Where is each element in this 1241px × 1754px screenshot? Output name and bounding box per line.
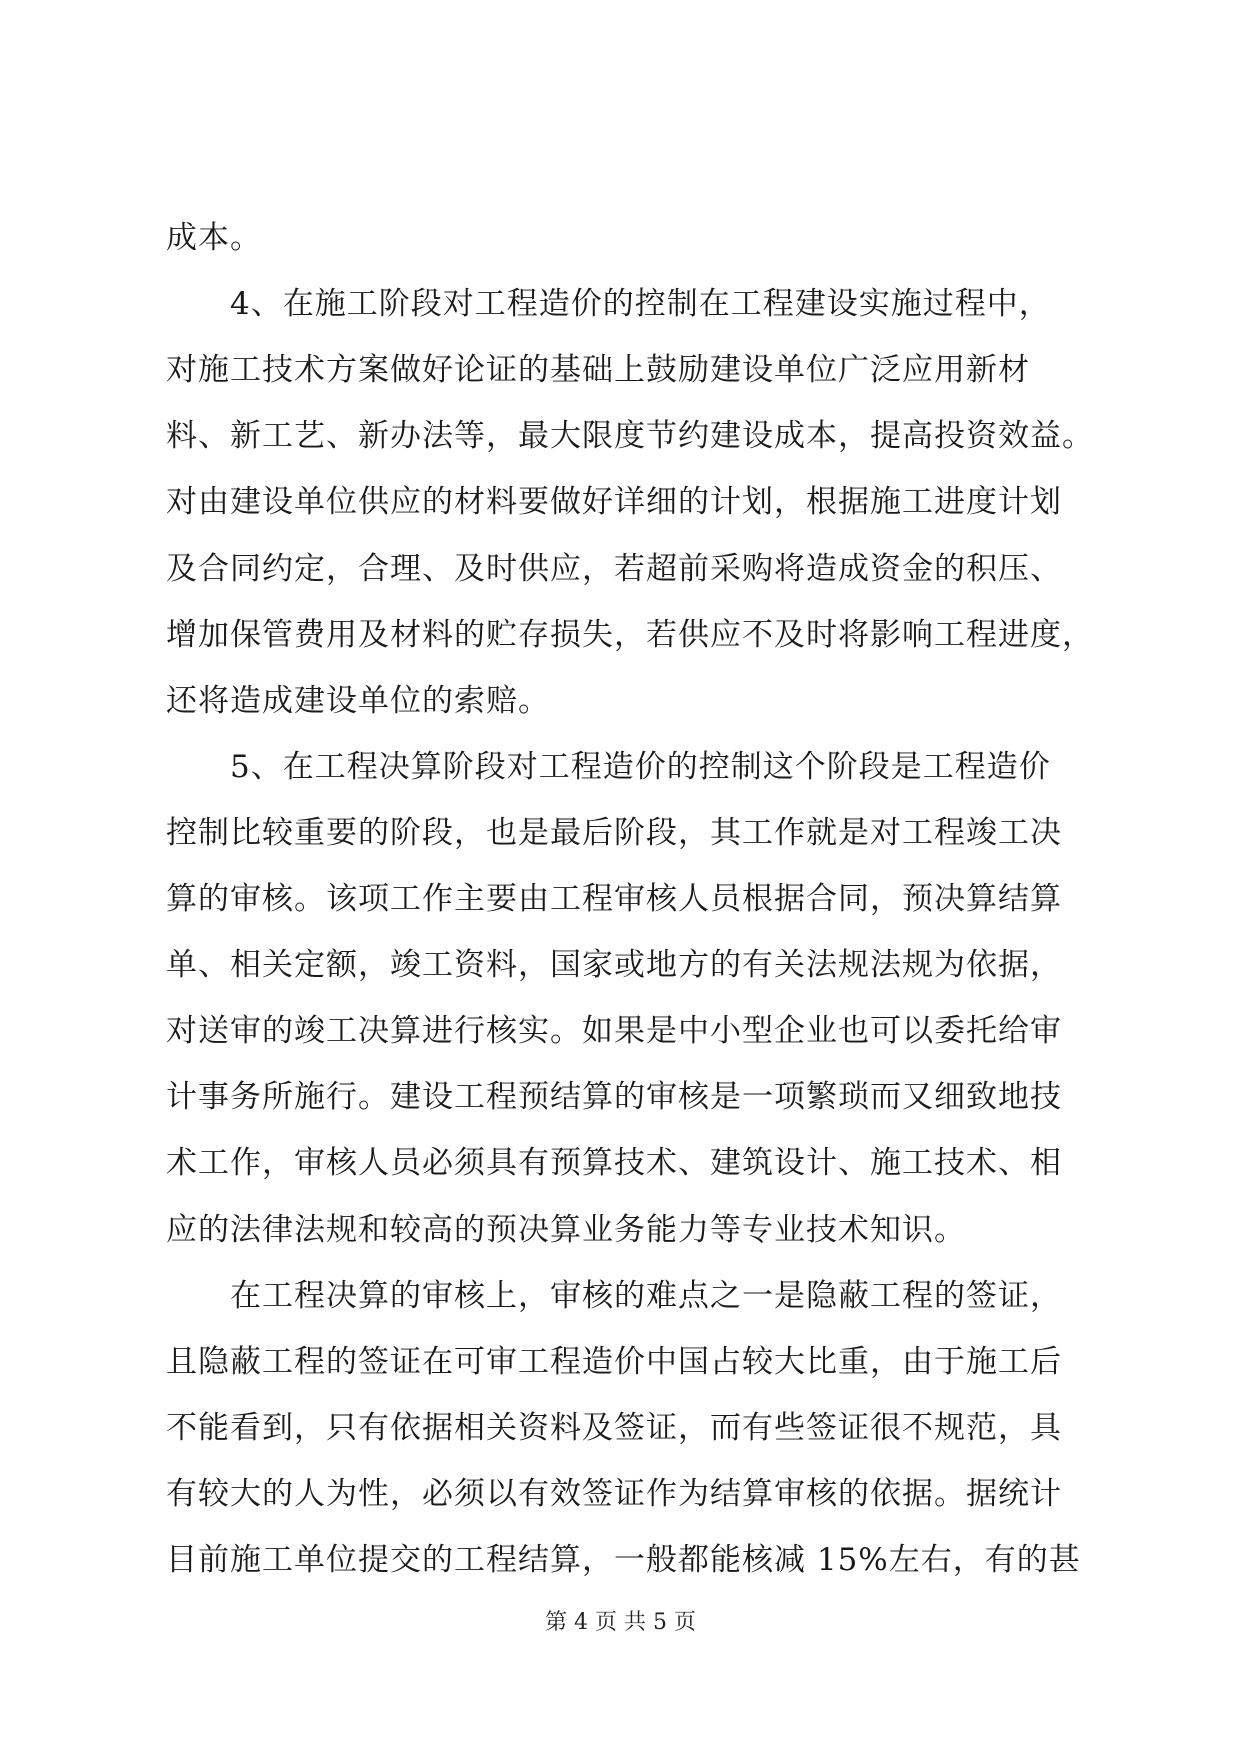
- text-line: 算的审核。该项工作主要由工程审核人员根据合同，预决算结算: [166, 881, 1062, 917]
- text-line: 对送审的竣工决算进行核实。如果是中小型企业也可以委托给审: [166, 1013, 1062, 1049]
- text-line: 目前施工单位提交的工程结算，一般都能核减 15%左右，有的甚: [166, 1542, 1081, 1578]
- text-line: 不能看到，只有依据相关资料及签证，而有些签证很不规范，具: [166, 1410, 1062, 1446]
- text-line: 且隐蔽工程的签证在可审工程造价中国占较大比重，由于施工后: [166, 1344, 1062, 1380]
- text-line: 在工程决算的审核上，审核的难点之一是隐蔽工程的签证，: [230, 1278, 1062, 1314]
- text-line: 及合同约定，合理、及时供应，若超前采购将造成资金的积压、: [166, 551, 1062, 587]
- text-line: 成本。: [166, 220, 262, 256]
- text-line: 还将造成建设单位的索赔。: [166, 683, 550, 719]
- text-line: 4、在施工阶段对工程造价的控制在工程建设实施过程中，: [230, 286, 1051, 322]
- text-line: 有较大的人为性，必须以有效签证作为结算审核的依据。据统计: [166, 1476, 1062, 1512]
- page-footer: 第 4 页 共 5 页: [545, 1610, 696, 1635]
- text-line: 对施工技术方案做好论证的基础上鼓励建设单位广泛应用新材: [166, 352, 1030, 388]
- text-line: 术工作，审核人员必须具有预算技术、建筑设计、施工技术、相: [166, 1145, 1062, 1181]
- text-line: 单、相关定额，竣工资料，国家或地方的有关法规法规为依据，: [166, 947, 1062, 983]
- text-line: 料、新工艺、新办法等，最大限度节约建设成本，提高投资效益。: [166, 418, 1094, 454]
- text-line: 增加保管费用及材料的贮存损失，若供应不及时将影响工程进度，: [166, 617, 1094, 653]
- text-line: 计事务所施行。建设工程预结算的审核是一项繁琐而又细致地技: [166, 1079, 1062, 1115]
- text-line: 应的法律法规和较高的预决算业务能力等专业技术知识。: [166, 1212, 966, 1248]
- text-line: 对由建设单位供应的材料要做好详细的计划，根据施工进度计划: [166, 484, 1062, 520]
- text-line: 5、在工程决算阶段对工程造价的控制这个阶段是工程造价: [230, 749, 1051, 785]
- text-line: 控制比较重要的阶段，也是最后阶段，其工作就是对工程竣工决: [166, 815, 1062, 851]
